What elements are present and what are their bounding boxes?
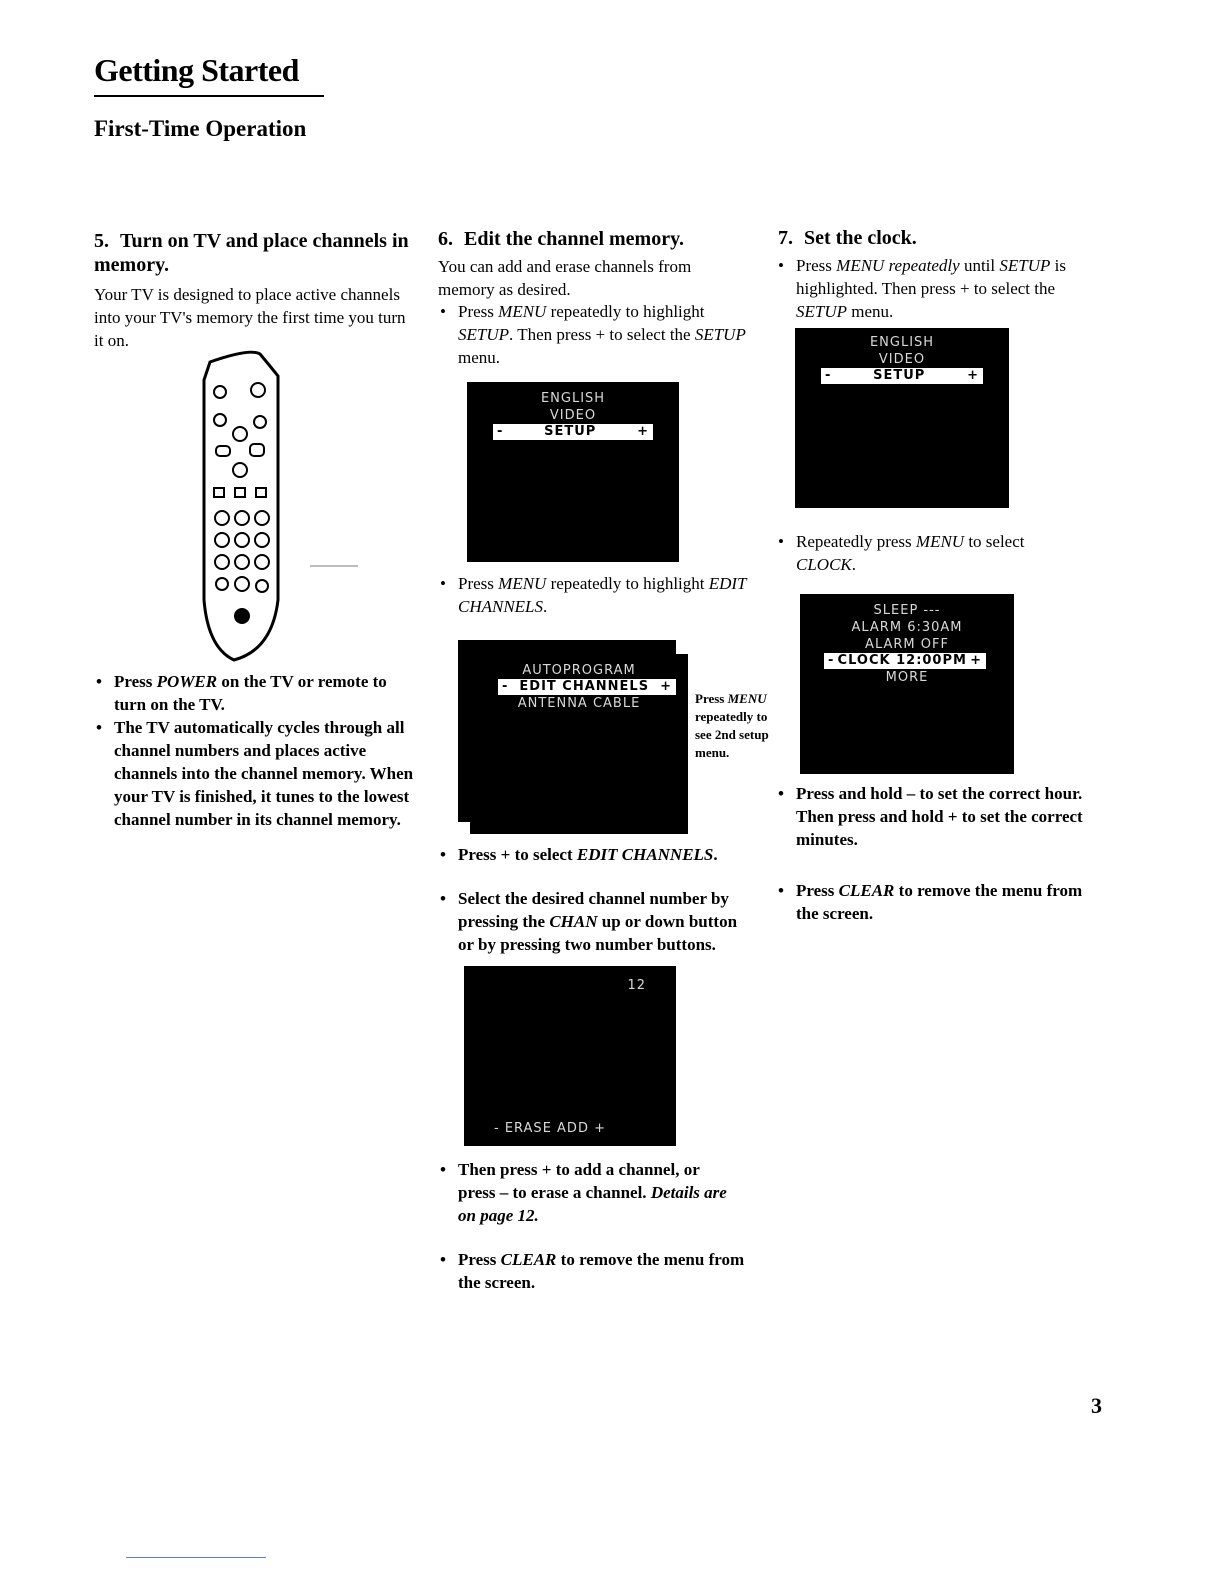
setup-highlight: - SETUP + [821, 368, 983, 384]
footer-rule [126, 1557, 266, 1558]
page-number: 3 [1091, 1393, 1102, 1418]
step5-intro: Your TV is designed to place active channels into your TV's memory the first time you turn it on. [94, 285, 406, 350]
list-item: • Press MENU repeatedly until SETUP is highlighted. Then press + to select the SETUP menu. [776, 254, 1096, 323]
step7-bullet-4 [776, 879, 1096, 925]
step7-title: 7. Set the clock. [778, 227, 917, 249]
channel-number: 12 [627, 978, 646, 993]
step7-bullet-3 [776, 782, 1096, 851]
side-note: Press MENU repeatedly to see 2nd setup menu. [695, 691, 769, 760]
step5-bullets [94, 670, 419, 831]
tv-screen-setup-menu-clock: ENGLISH VIDEO - SETUP + [795, 328, 1009, 508]
page-subtitle: First-Time Operation [94, 116, 307, 141]
list-item: • Press + to select EDIT CHANNELS. [438, 843, 748, 866]
list-item: • Select the desired channel number by pressing the CHAN up or down button or by pressing two number buttons. [438, 887, 748, 956]
step5-title: 5. Turn on TV and place channels in memory. [94, 230, 409, 276]
page-title: Getting Started [94, 52, 299, 88]
step6-title: 6. Edit the channel memory. [438, 228, 684, 250]
list-item: • Then press + to add a channel, or press – to erase a channel. Details are on page 12. [438, 1158, 738, 1227]
step6-intro: You can add and erase channels from memory as desired. [438, 257, 692, 299]
step6-bullet-6 [438, 1248, 758, 1294]
list-item: • Press MENU repeatedly to highlight EDIT CHANNELS. [438, 572, 748, 618]
clock-highlight: - CLOCK 12:00PM + [824, 653, 986, 669]
step7-bullet-2 [776, 530, 1086, 576]
setup-highlight: - SETUP + [493, 424, 653, 440]
list-item: • Repeatedly press MENU to select CLOCK. [776, 530, 1086, 576]
step6-bullet-5 [438, 1158, 738, 1227]
step6-bullet-3 [438, 843, 748, 866]
list-item: • The TV automatically cycles through all channel numbers and places active channels into the channel memory. When your TV is finished, it tunes to the lowest channel number in its channel memory. [94, 716, 419, 831]
list-item: • Press CLEAR to remove the menu from the screen. [438, 1248, 758, 1294]
step6-bullet-2 [438, 572, 748, 618]
list-item: • Press POWER on the TV or remote to turn on the TV. [94, 670, 419, 716]
list-item: • Press and hold – to set the correct hour. Then press and hold + to set the correct minutes. [776, 782, 1096, 851]
tv-screen-clock-menu: SLEEP --- ALARM 6:30AM ALARM OFF - CLOCK 12:00PM + MORE [800, 594, 1014, 774]
remote-control-illustration [190, 350, 370, 670]
list-item: • Press CLEAR to remove the menu from the screen. [776, 879, 1096, 925]
tv-screen-edit-channels: AUTOPROGRAM - EDIT CHANNELS + ANTENNA CABLE [470, 654, 688, 834]
step6-bullet-4 [438, 887, 748, 956]
step6-bullet-1 [438, 300, 748, 369]
list-item: • Press MENU repeatedly to highlight SETUP. Then press + to select the SETUP menu. [438, 300, 748, 369]
tv-screen-channel-edit [464, 966, 676, 1146]
erase-add-bar: - ERASE ADD + [494, 1121, 606, 1136]
step7-bullet-1 [776, 254, 1096, 323]
edit-channels-highlight: - EDIT CHANNELS + [498, 679, 676, 695]
title-underline [94, 95, 324, 97]
tv-screen-setup-menu: ENGLISH VIDEO - SETUP + [467, 382, 679, 562]
